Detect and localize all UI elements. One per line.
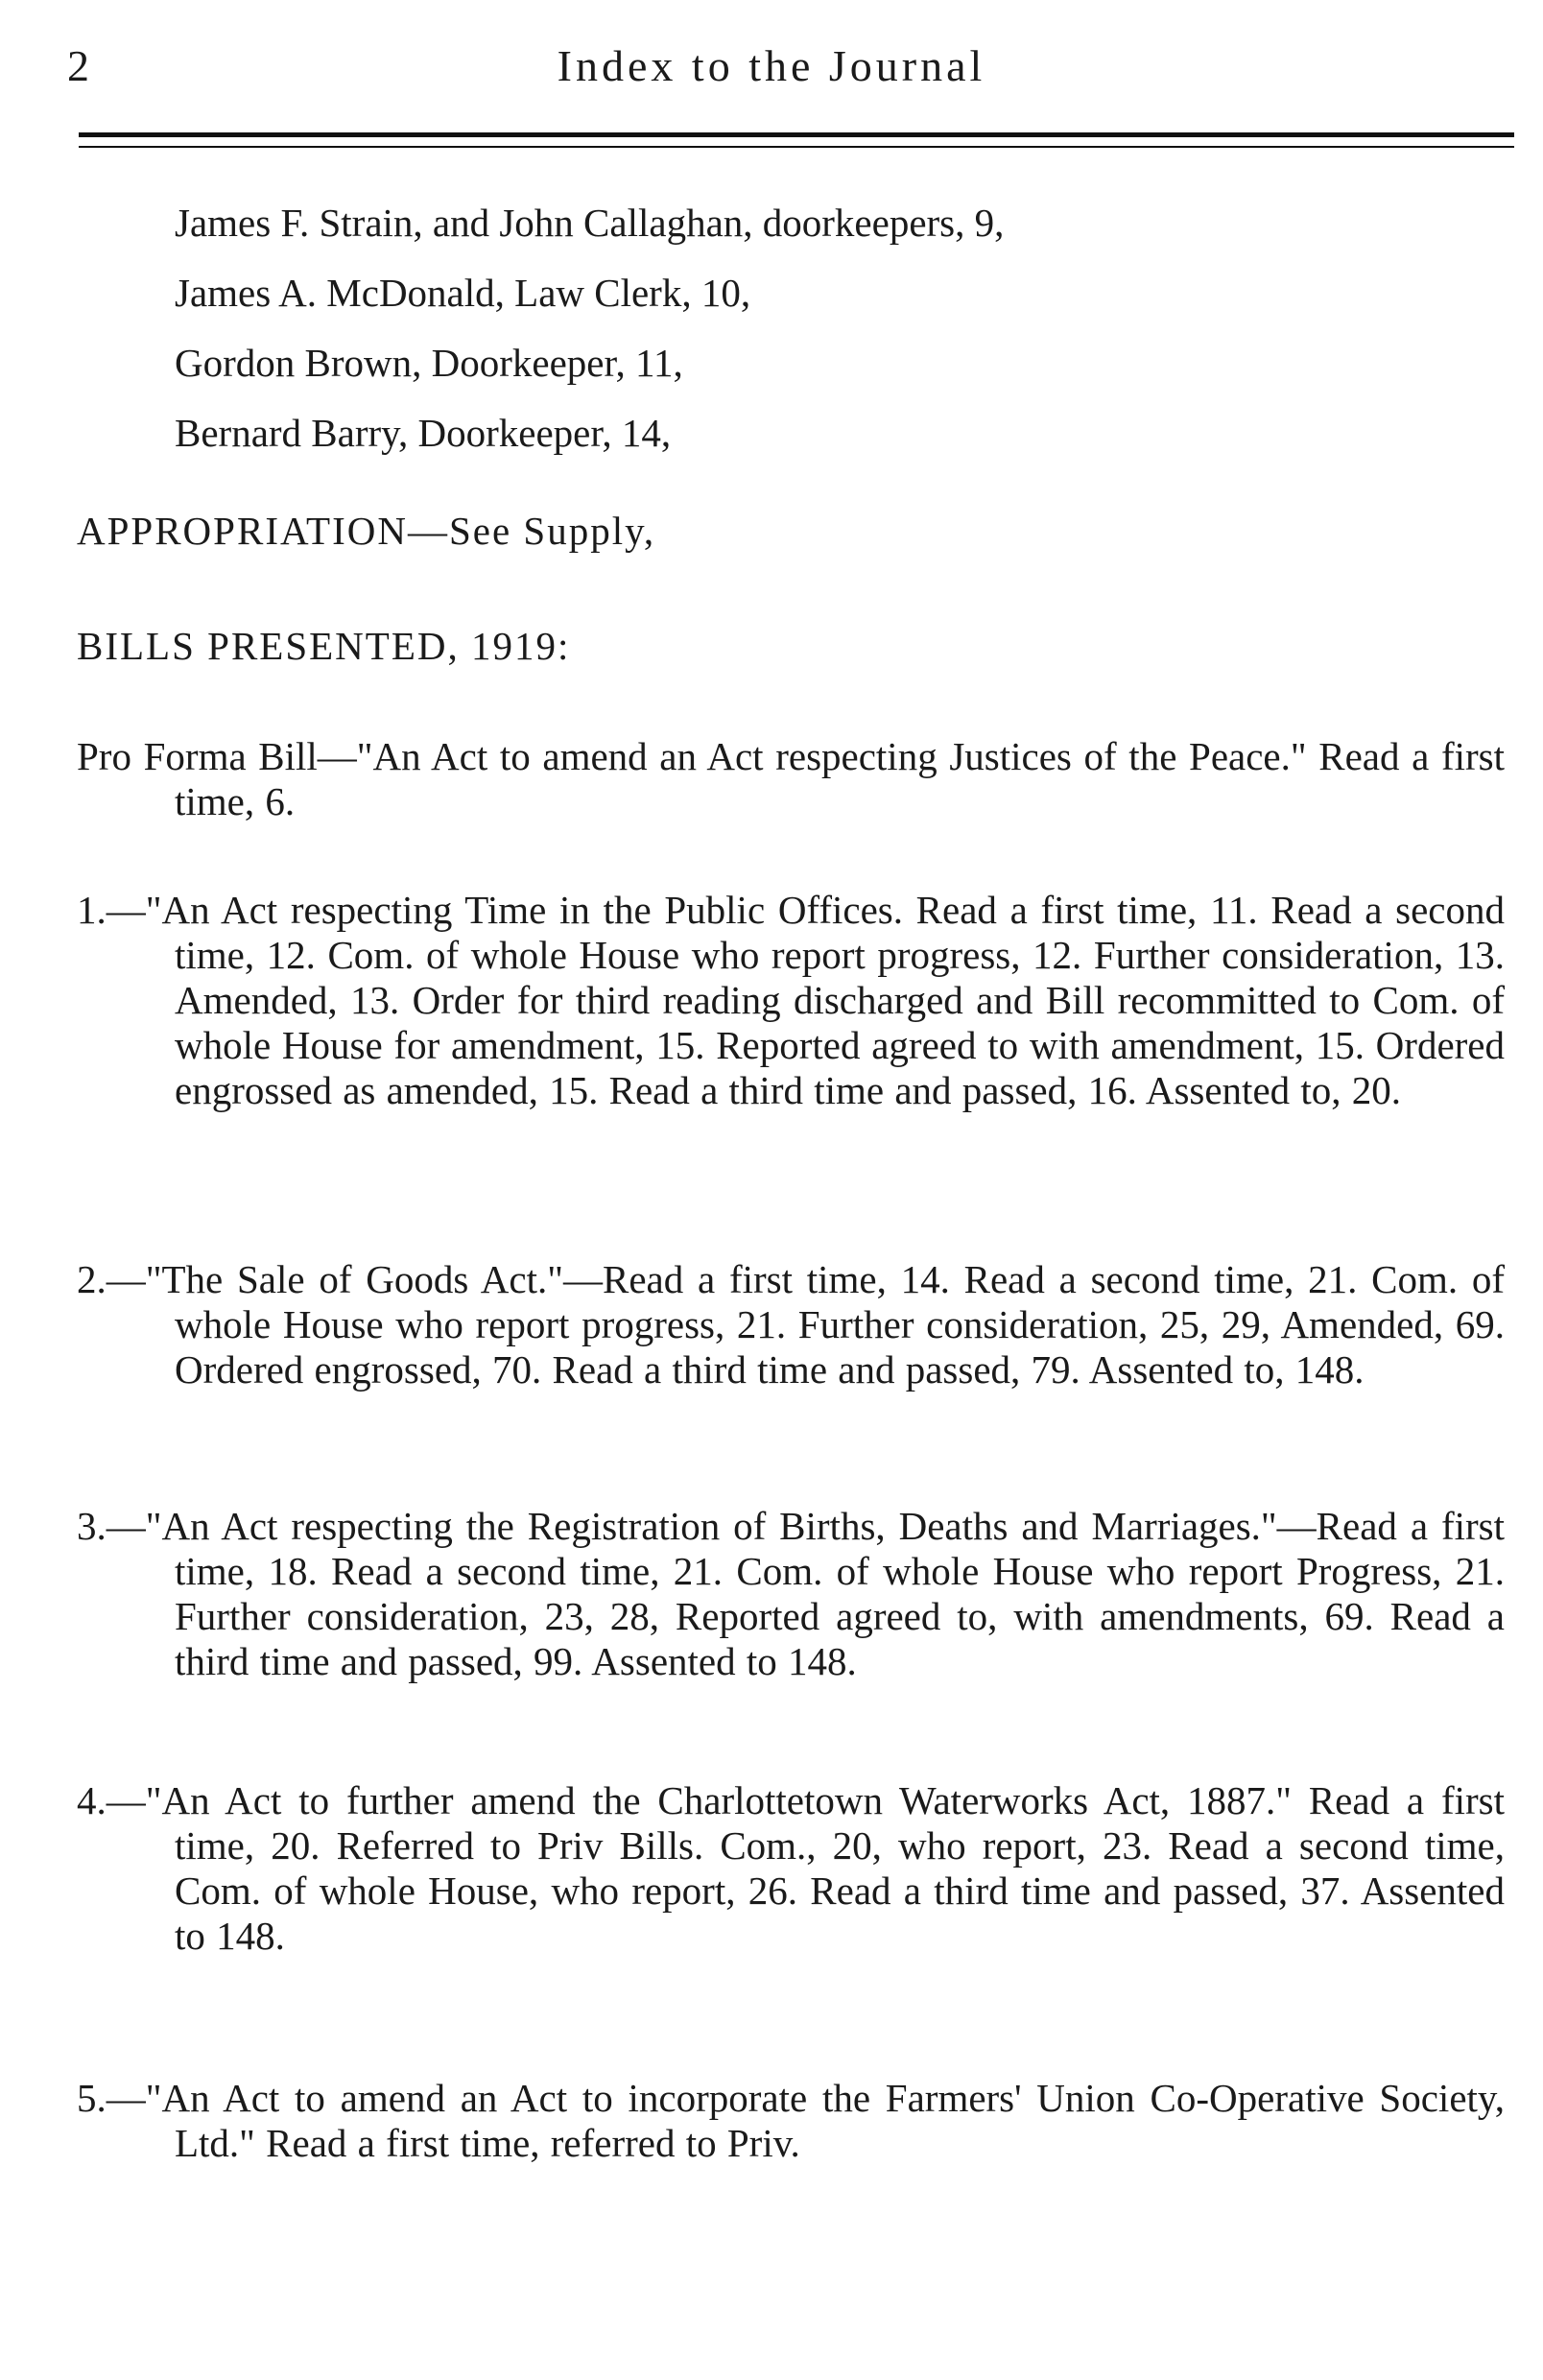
bill-entry xyxy=(77,1257,1505,1392)
page-number: 2 xyxy=(67,41,90,90)
bill-text: Forma Bill—"An Act to amend an Act respecting Justices of the Peace." Read a first time, 6. xyxy=(143,734,1505,823)
bill-text: —"An Act respecting the Registration of Births, Deaths and Marriages."—Read a first time, 18. Read a second time, 21. Com. of whole House who report Progress, 21. Further consideration, 23, 28, Reported agreed to, with amendments, 69. Read a third time and passed, 99. Assented to 148. xyxy=(106,1504,1505,1683)
bill-entry xyxy=(77,1504,1505,1684)
appropriation-heading: APPROPRIATION—See Supply, xyxy=(77,509,656,553)
bill-text: —"An Act to further amend the Charlottetown Waterworks Act, 1887." Read a first time, 20. Referred to Priv Bills. Com., 20, who report, 23. Read a second time, Com. of whole House, who report, 26. Read a third time and passed, 37. Assented to 148. xyxy=(106,1778,1505,1958)
bill-entry xyxy=(77,1778,1505,1959)
bill-entry xyxy=(77,888,1505,1113)
header-rule-thin xyxy=(79,146,1514,148)
bill-number: Pro xyxy=(77,734,131,778)
bill-number: 5. xyxy=(77,2076,107,2120)
officer-entry: James A. McDonald, Law Clerk, 10, xyxy=(175,271,751,315)
bill-number: 2. xyxy=(77,1257,107,1301)
bills-presented-heading: BILLS PRESENTED, 1919: xyxy=(77,624,571,668)
bill-text: —"An Act to amend an Act to incorporate the Farmers' Union Co-Operative Society, Ltd." Read a first time, referred to Priv. xyxy=(106,2076,1505,2165)
running-title: Index to the Journal xyxy=(557,41,986,90)
officer-entry: Bernard Barry, Doorkeeper, 14, xyxy=(175,411,672,455)
bill-entry xyxy=(77,734,1505,824)
bill-entry xyxy=(77,2076,1505,2166)
header-rule-thick xyxy=(79,132,1514,137)
bill-number: 3. xyxy=(77,1504,107,1548)
officer-entry: James F. Strain, and John Callaghan, doorkeepers, 9, xyxy=(175,201,1005,245)
bill-text: —"An Act respecting Time in the Public Offices. Read a first time, 11. Read a second time, 12. Com. of whole House who report progress, 12. Further consideration, 13. Amended, 13. Order for third reading discharged and Bill recommitted to Com. of whole House for amendment, 15. Reported agreed to with amendment, 15. Ordered engrossed as amended, 15. Read a third time and passed, 16. Assented to, 20. xyxy=(106,888,1505,1112)
bill-number: 1. xyxy=(77,888,107,932)
bill-number: 4. xyxy=(77,1778,107,1822)
officer-entry: Gordon Brown, Doorkeeper, 11, xyxy=(175,341,683,385)
bill-text: —"The Sale of Goods Act."—Read a first time, 14. Read a second time, 21. Com. of whole House who report progress, 21. Further consideration, 25, 29, Amended, 69. Ordered engrossed, 70. Read a third time and passed, 79. Assented to, 148. xyxy=(106,1257,1505,1392)
